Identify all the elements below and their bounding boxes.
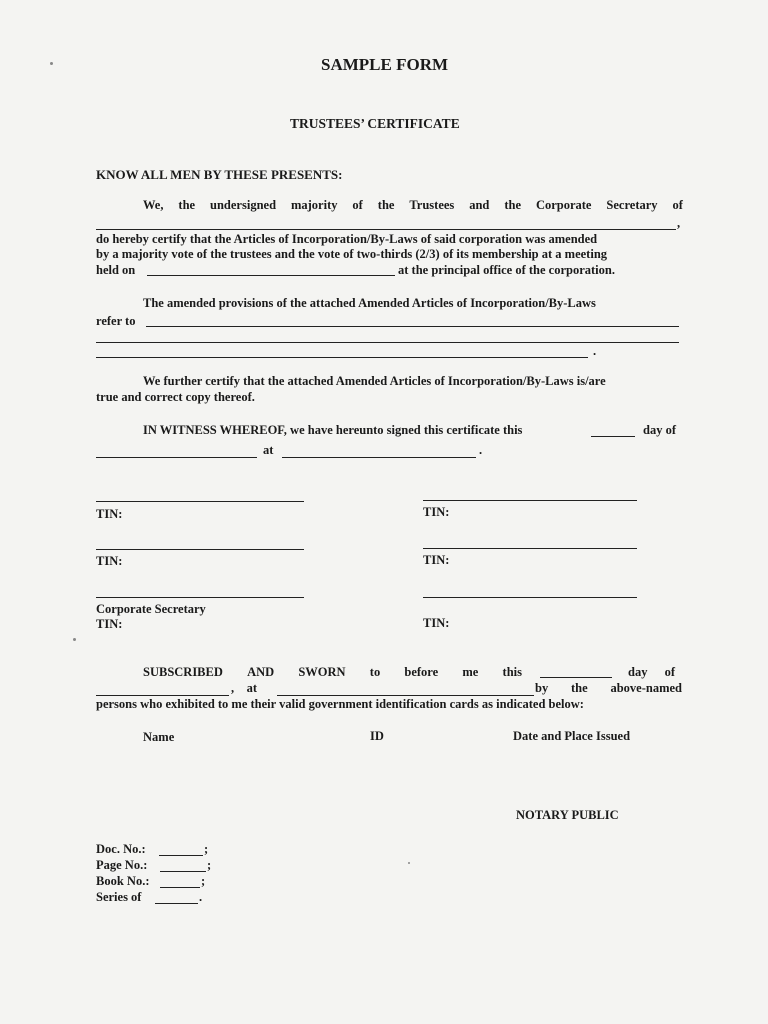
book-no-label: Book No.: <box>96 874 150 888</box>
tin-label: TIN: <box>96 507 123 521</box>
period: . <box>199 890 203 904</box>
day-of-label: day of <box>628 665 675 679</box>
signature-line-5[interactable] <box>423 597 637 598</box>
word: this <box>502 665 522 679</box>
word: undersigned <box>210 198 277 212</box>
comma-at-label: , at <box>231 681 258 695</box>
word: above-named <box>610 681 682 695</box>
word: We, <box>143 198 164 212</box>
signature-line-4[interactable] <box>423 548 637 549</box>
date-place-column-header: Date and Place Issued <box>513 729 631 743</box>
provisions-blank-3[interactable] <box>96 357 588 358</box>
word: the <box>504 198 521 212</box>
sworn-place-blank[interactable] <box>277 695 534 696</box>
word: of <box>672 198 683 212</box>
word: SWORN <box>298 665 346 679</box>
tin-label: TIN: <box>423 616 450 630</box>
word: Trustees <box>409 198 455 212</box>
scan-speck <box>73 638 76 641</box>
notary-public-label: NOTARY PUBLIC <box>516 808 619 822</box>
know-all-heading: KNOW ALL MEN BY THESE PRESENTS: <box>96 167 343 182</box>
sworn-day-blank[interactable] <box>540 677 612 678</box>
scan-speck <box>50 62 53 65</box>
day-of-label: day of <box>643 423 676 437</box>
corporation-name-blank[interactable] <box>96 229 676 230</box>
para2-line1: The amended provisions of the attached Amended Articles of Incorporation/By-Laws <box>143 296 596 310</box>
doc-no-label: Doc. No.: <box>96 842 146 856</box>
para1-line3: do hereby certify that the Articles of Incorporation/By-Laws of said corporation was amended <box>96 232 598 246</box>
word: the <box>178 198 196 212</box>
witness-place-blank[interactable] <box>282 457 476 458</box>
signature-line-secretary[interactable] <box>96 597 304 598</box>
tin-label: TIN: <box>423 505 450 519</box>
provisions-blank-2[interactable] <box>96 342 679 343</box>
word: by <box>535 681 549 695</box>
para1-line1 <box>143 198 683 213</box>
word: the <box>571 681 588 695</box>
refer-to-label: refer to <box>96 314 136 328</box>
doc-no-blank[interactable] <box>159 855 203 856</box>
signature-line-2[interactable] <box>423 500 637 501</box>
held-on-label: held on <box>96 263 136 277</box>
page-no-blank[interactable] <box>160 871 206 872</box>
page-no-label: Page No.: <box>96 858 148 872</box>
para3-line2: true and correct copy thereof. <box>96 390 255 404</box>
witness-text: IN WITNESS WHEREOF, we have hereunto signed this certificate this <box>143 423 523 437</box>
witness-month-blank[interactable] <box>96 457 257 458</box>
sworn-line1 <box>143 665 522 680</box>
by-the-above-named <box>535 681 682 696</box>
para3-line1: We further certify that the attached Amended Articles of Incorporation/By-Laws is/are <box>143 374 606 388</box>
series-of-label: Series of <box>96 890 142 904</box>
corporate-secretary-label: Corporate Secretary <box>96 602 206 616</box>
scan-speck <box>408 862 410 864</box>
semicolon: ; <box>201 874 206 888</box>
semicolon: ; <box>207 858 212 872</box>
word: me <box>462 665 479 679</box>
principal-office-text: at the principal office of the corporation. <box>398 263 615 277</box>
word: of <box>352 198 363 212</box>
word: the <box>377 198 395 212</box>
word: to <box>369 665 381 679</box>
book-no-blank[interactable] <box>160 887 200 888</box>
tin-label: TIN: <box>423 553 450 567</box>
word: and <box>469 198 490 212</box>
at-label: at <box>263 443 274 457</box>
signature-line-3[interactable] <box>96 549 304 550</box>
signature-line-1[interactable] <box>96 501 304 502</box>
word: Corporate <box>535 198 592 212</box>
series-of-blank[interactable] <box>155 903 198 904</box>
comma: , <box>677 216 681 230</box>
word: Secretary <box>606 198 658 212</box>
semicolon: ; <box>204 842 209 856</box>
period: . <box>593 344 597 358</box>
tin-label: TIN: <box>96 617 123 631</box>
word: before <box>404 665 439 679</box>
provisions-blank-1[interactable] <box>146 326 679 327</box>
sworn-month-blank[interactable] <box>96 695 229 696</box>
period: . <box>479 443 483 457</box>
document-title: SAMPLE FORM <box>321 55 449 74</box>
id-column-header: ID <box>370 729 384 743</box>
word: AND <box>247 665 275 679</box>
witness-day-blank[interactable] <box>591 436 635 437</box>
word: majority <box>290 198 338 212</box>
sworn-line3: persons who exhibited to me their valid government identification cards as indicated below: <box>96 697 584 711</box>
para1-line4: by a majority vote of the trustees and the vote of two-thirds (2/3) of its membership at a meeting <box>96 247 608 261</box>
document-subtitle: TRUSTEES’ CERTIFICATE <box>290 116 460 131</box>
tin-label: TIN: <box>96 554 123 568</box>
name-column-header: Name <box>143 730 175 744</box>
meeting-date-blank[interactable] <box>147 275 395 276</box>
word: SUBSCRIBED <box>143 665 223 679</box>
